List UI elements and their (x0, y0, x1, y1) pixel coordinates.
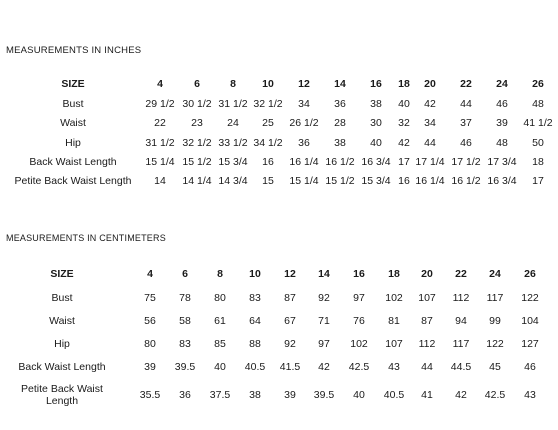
inches-cell-0-9: 44 (460, 98, 472, 110)
inches-cell-3-11: 18 (532, 156, 544, 168)
centimeters-row-label-2: Hip (54, 338, 70, 350)
centimeters-cell-4-6: 40 (353, 389, 365, 401)
centimeters-cell-1-11: 104 (521, 315, 539, 327)
inches-cell-3-7: 17 (398, 156, 410, 168)
inches-cell-1-7: 32 (398, 117, 410, 129)
inches-cell-1-5: 28 (334, 117, 346, 129)
inches-size-10-header: 10 (262, 78, 274, 90)
centimeters-cell-1-10: 99 (489, 315, 501, 327)
inches-cell-0-8: 42 (424, 98, 436, 110)
inches-cell-3-3: 16 (262, 156, 274, 168)
centimeters-cell-0-0: 75 (144, 292, 156, 304)
centimeters-cell-2-6: 102 (350, 338, 368, 350)
centimeters-cell-1-9: 94 (455, 315, 467, 327)
inches-cell-0-3: 32 1/2 (253, 98, 283, 110)
centimeters-size-4-header: 4 (147, 268, 153, 280)
centimeters-row-label-3: Back Waist Length (18, 361, 106, 373)
centimeters-cell-3-0: 39 (144, 361, 156, 373)
centimeters-cell-1-2: 61 (214, 315, 226, 327)
inches-cell-0-5: 36 (334, 98, 346, 110)
inches-size-14-header: 14 (334, 78, 346, 90)
centimeters-cell-0-5: 92 (318, 292, 330, 304)
centimeters-cell-3-10: 45 (489, 361, 501, 373)
centimeters-cell-2-9: 117 (452, 338, 470, 350)
inches-cell-2-11: 50 (532, 137, 544, 149)
centimeters-cell-0-3: 83 (249, 292, 261, 304)
centimeters-cell-4-7: 40.5 (383, 389, 405, 401)
inches-cell-2-6: 40 (370, 137, 382, 149)
inches-cell-1-6: 30 (370, 117, 382, 129)
centimeters-cell-4-3: 38 (249, 389, 261, 401)
centimeters-cell-3-3: 40.5 (244, 361, 266, 373)
centimeters-cell-3-8: 44 (421, 361, 433, 373)
centimeters-size-label: SIZE (50, 268, 74, 280)
centimeters-heading: MEASUREMENTS IN CENTIMETERS (6, 233, 166, 243)
inches-size-6-header: 6 (194, 78, 200, 90)
inches-row-label-2: Hip (65, 137, 81, 149)
inches-row-label-0: Bust (62, 98, 84, 110)
inches-cell-0-1: 30 1/2 (182, 98, 212, 110)
inches-cell-1-9: 37 (460, 117, 472, 129)
centimeters-cell-0-9: 112 (452, 292, 470, 304)
centimeters-cell-0-2: 80 (214, 292, 226, 304)
inches-cell-3-9: 17 1/2 (451, 156, 481, 168)
centimeters-cell-4-0: 35.5 (139, 389, 161, 401)
inches-cell-4-2: 14 3/4 (218, 175, 248, 187)
inches-cell-3-2: 15 3/4 (218, 156, 248, 168)
inches-row-label-1: Waist (60, 117, 86, 129)
inches-size-8-header: 8 (230, 78, 236, 90)
centimeters-size-16-header: 16 (353, 268, 365, 280)
inches-size-label: SIZE (61, 78, 85, 90)
centimeters-size-6-header: 6 (182, 268, 188, 280)
centimeters-cell-2-3: 88 (249, 338, 261, 350)
inches-cell-4-1: 14 1/4 (182, 175, 212, 187)
centimeters-cell-3-5: 42 (318, 361, 330, 373)
centimeters-size-22-header: 22 (455, 268, 467, 280)
inches-cell-2-10: 48 (496, 137, 508, 149)
inches-cell-2-3: 34 1/2 (253, 137, 283, 149)
centimeters-cell-3-6: 42.5 (348, 361, 370, 373)
centimeters-cell-1-7: 81 (388, 315, 400, 327)
centimeters-cell-0-1: 78 (179, 292, 191, 304)
inches-size-18-header: 18 (398, 78, 410, 90)
centimeters-size-14-header: 14 (318, 268, 330, 280)
inches-size-20-header: 20 (424, 78, 436, 90)
centimeters-cell-1-8: 87 (421, 315, 433, 327)
centimeters-cell-0-7: 102 (385, 292, 403, 304)
inches-size-24-header: 24 (496, 78, 508, 90)
centimeters-cell-4-4: 39 (284, 389, 296, 401)
inches-cell-0-6: 38 (370, 98, 382, 110)
inches-cell-1-4: 26 1/2 (289, 117, 319, 129)
centimeters-cell-1-5: 71 (318, 315, 330, 327)
centimeters-cell-3-2: 40 (214, 361, 226, 373)
inches-cell-2-5: 38 (334, 137, 346, 149)
centimeters-size-26-header: 26 (524, 268, 536, 280)
centimeters-cell-2-0: 80 (144, 338, 156, 350)
inches-cell-2-4: 36 (298, 137, 310, 149)
inches-cell-2-8: 44 (424, 137, 436, 149)
inches-cell-3-4: 16 1/4 (289, 156, 319, 168)
inches-size-22-header: 22 (460, 78, 472, 90)
inches-cell-1-10: 39 (496, 117, 508, 129)
inches-cell-0-2: 31 1/2 (218, 98, 248, 110)
centimeters-cell-4-9: 42 (455, 389, 467, 401)
inches-size-4-header: 4 (157, 78, 163, 90)
inches-cell-4-6: 15 3/4 (361, 175, 391, 187)
inches-cell-3-6: 16 3/4 (361, 156, 391, 168)
inches-cell-3-10: 17 3/4 (487, 156, 517, 168)
inches-cell-3-8: 17 1/4 (415, 156, 445, 168)
centimeters-cell-0-8: 107 (418, 292, 436, 304)
inches-cell-2-9: 46 (460, 137, 472, 149)
centimeters-cell-1-0: 56 (144, 315, 156, 327)
centimeters-cell-0-10: 117 (486, 292, 504, 304)
inches-cell-0-10: 46 (496, 98, 508, 110)
inches-cell-0-4: 34 (298, 98, 310, 110)
centimeters-cell-2-4: 92 (284, 338, 296, 350)
inches-cell-4-4: 15 1/4 (289, 175, 319, 187)
centimeters-cell-2-10: 122 (486, 338, 504, 350)
inches-cell-0-11: 48 (532, 98, 544, 110)
centimeters-cell-1-6: 76 (353, 315, 365, 327)
centimeters-cell-2-11: 127 (521, 338, 539, 350)
inches-cell-2-7: 42 (398, 137, 410, 149)
inches-cell-2-2: 33 1/2 (218, 137, 248, 149)
centimeters-cell-0-11: 122 (521, 292, 539, 304)
inches-cell-4-9: 16 1/2 (451, 175, 481, 187)
centimeters-cell-4-2: 37.5 (209, 389, 231, 401)
inches-size-12-header: 12 (298, 78, 310, 90)
centimeters-cell-1-3: 64 (249, 315, 261, 327)
inches-size-16-header: 16 (370, 78, 382, 90)
inches-cell-4-11: 17 (532, 175, 544, 187)
inches-cell-1-11: 41 1/2 (523, 117, 553, 129)
centimeters-size-10-header: 10 (249, 268, 261, 280)
inches-cell-0-0: 29 1/2 (145, 98, 175, 110)
centimeters-size-18-header: 18 (388, 268, 400, 280)
centimeters-cell-1-1: 58 (179, 315, 191, 327)
centimeters-cell-3-7: 43 (388, 361, 400, 373)
inches-cell-4-10: 16 3/4 (487, 175, 517, 187)
inches-row-label-4: Petite Back Waist Length (14, 175, 132, 187)
inches-heading: MEASUREMENTS IN INCHES (6, 45, 142, 56)
inches-cell-4-3: 15 (262, 175, 274, 187)
centimeters-cell-2-7: 107 (385, 338, 403, 350)
centimeters-cell-2-5: 97 (318, 338, 330, 350)
centimeters-cell-2-1: 83 (179, 338, 191, 350)
centimeters-size-20-header: 20 (421, 268, 433, 280)
centimeters-cell-3-4: 41.5 (279, 361, 301, 373)
centimeters-cell-3-1: 39.5 (174, 361, 196, 373)
inches-row-label-3: Back Waist Length (29, 156, 117, 168)
centimeters-row-label-1: Waist (49, 315, 75, 327)
inches-cell-1-8: 34 (424, 117, 436, 129)
centimeters-size-24-header: 24 (489, 268, 501, 280)
centimeters-cell-2-8: 112 (418, 338, 436, 350)
centimeters-cell-3-9: 44.5 (450, 361, 472, 373)
inches-cell-4-7: 16 (398, 175, 410, 187)
centimeters-cell-0-4: 87 (284, 292, 296, 304)
inches-cell-1-1: 23 (191, 117, 203, 129)
inches-cell-2-0: 31 1/2 (145, 137, 175, 149)
inches-cell-4-8: 16 1/4 (415, 175, 445, 187)
inches-cell-0-7: 40 (398, 98, 410, 110)
centimeters-cell-4-10: 42.5 (484, 389, 506, 401)
centimeters-size-8-header: 8 (217, 268, 223, 280)
centimeters-size-12-header: 12 (284, 268, 296, 280)
inches-cell-2-1: 32 1/2 (182, 137, 212, 149)
inches-size-26-header: 26 (532, 78, 544, 90)
centimeters-row-label-0: Bust (51, 292, 73, 304)
inches-cell-4-5: 15 1/2 (325, 175, 355, 187)
centimeters-cell-4-11: 43 (524, 389, 536, 401)
inches-cell-1-3: 25 (262, 117, 274, 129)
inches-cell-3-5: 16 1/2 (325, 156, 355, 168)
centimeters-row-label-4: Petite Back Waist Length (21, 383, 103, 407)
centimeters-cell-4-1: 36 (179, 389, 191, 401)
centimeters-cell-2-2: 85 (214, 338, 226, 350)
centimeters-cell-0-6: 97 (353, 292, 365, 304)
inches-cell-4-0: 14 (154, 175, 166, 187)
centimeters-cell-3-11: 46 (524, 361, 536, 373)
centimeters-cell-1-4: 67 (284, 315, 296, 327)
inches-cell-3-0: 15 1/4 (145, 156, 175, 168)
inches-cell-3-1: 15 1/2 (182, 156, 212, 168)
inches-cell-1-2: 24 (227, 117, 239, 129)
inches-cell-1-0: 22 (154, 117, 166, 129)
centimeters-cell-4-8: 41 (421, 389, 433, 401)
centimeters-cell-4-5: 39.5 (313, 389, 335, 401)
